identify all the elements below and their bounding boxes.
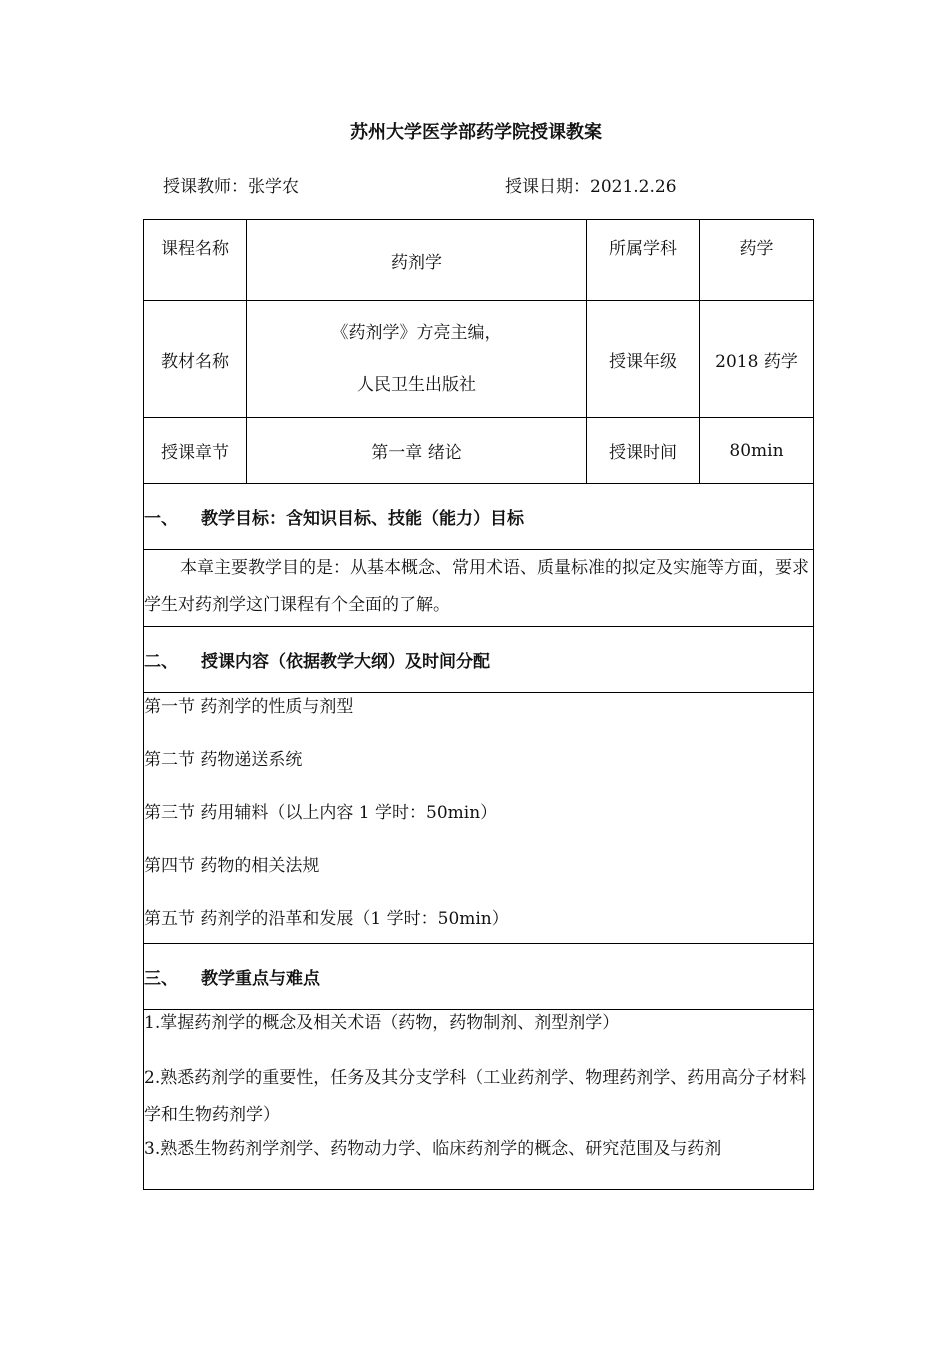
section-body-row [144,550,814,627]
textbook-value [247,301,587,418]
table-row [144,301,814,418]
subject-label: 所属学科 [587,220,700,301]
section-title: 授课内容（依据教学大纲）及时间分配 [201,652,490,672]
table-row [144,220,814,301]
section-heading-row [144,944,814,1010]
section-body-row [144,693,814,944]
list-item: 3.熟悉生物药剂学剂学、药物动力学、临床药剂学的概念、研究范围及与药剂 [144,1139,722,1159]
time-value: 80min [700,418,814,484]
textbook-line-1: 《药剂学》方亮主编， [331,323,502,343]
list-item: 2.熟悉药剂学的重要性，任务及其分支学科（工业药剂学、物理药剂学、药用高分子材料学和生物药剂学） [144,1068,807,1125]
page-title: 苏州大学医学部药学院授课教案 [350,122,602,143]
section-number: 一、 [144,509,178,529]
list-item: 第五节 药剂学的沿革和发展（1 学时：50min） [144,909,509,929]
teacher-info: 授课教师：张学农 [163,177,299,197]
section-1-heading [144,484,814,550]
list-item: 第一节 药剂学的性质与剂型 [144,697,354,717]
section-2-body [144,693,814,944]
section-title: 教学重点与难点 [201,969,320,989]
section-3-heading [144,944,814,1010]
section-heading-row [144,484,814,550]
list-item: 第四节 药物的相关法规 [144,856,320,876]
time-label: 授课时间 [587,418,700,484]
section-number: 二、 [144,652,178,672]
list-item: 1.掌握药剂学的概念及相关术语（药物，药物制剂、剂型剂学） [144,1013,620,1033]
course-name-label: 课程名称 [144,220,247,301]
list-item: 第二节 药物递送系统 [144,750,303,770]
section-heading-row [144,627,814,693]
chapter-value: 第一章 绪论 [247,418,587,484]
chapter-label: 授课章节 [144,418,247,484]
table-row [144,418,814,484]
grade-value: 2018 药学 [700,301,814,418]
section-2-heading [144,627,814,693]
section-3-body [144,1010,814,1190]
course-name-value: 药剂学 [247,220,587,301]
subject-value: 药学 [700,220,814,301]
lesson-plan-table [143,219,814,1190]
list-item: 第三节 药用辅料（以上内容 1 学时：50min） [144,803,498,823]
lesson-date: 授课日期：2021.2.26 [505,177,677,197]
grade-label: 授课年级 [587,301,700,418]
section-1-body [144,550,814,627]
section-body-row [144,1010,814,1190]
objectives-text: 本章主要教学目的是：从基本概念、常用术语、质量标准的拟定及实施等方面，要求学生对药剂学这门课程有个全面的了解。 [144,558,809,615]
textbook-line-2: 人民卫生出版社 [357,375,476,395]
section-title: 教学目标：含知识目标、技能（能力）目标 [201,509,524,529]
textbook-label: 教材名称 [144,301,247,418]
section-number: 三、 [144,969,178,989]
